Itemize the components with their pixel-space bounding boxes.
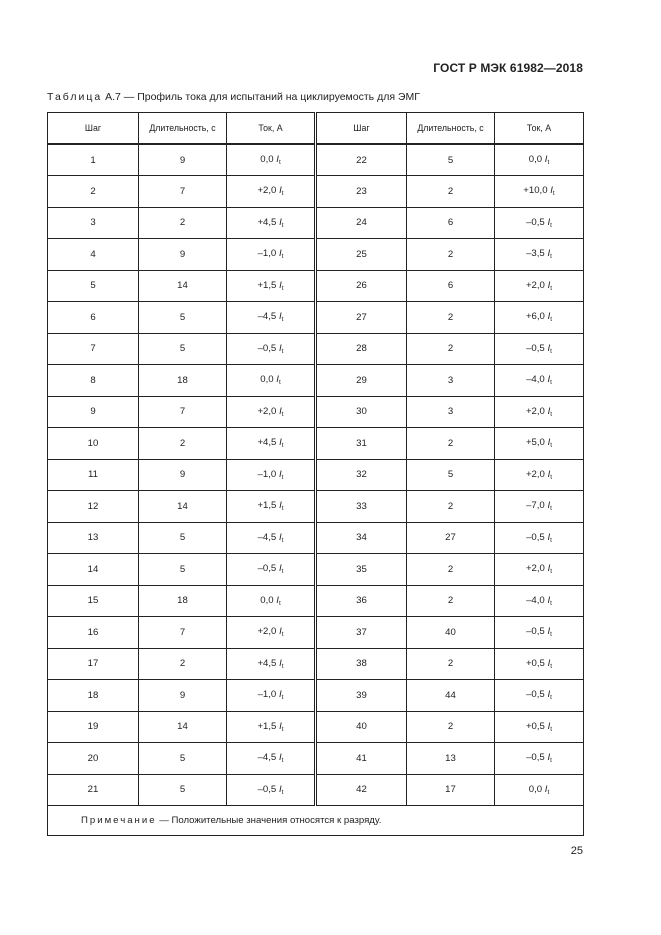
duration-cell-right: 2 bbox=[407, 176, 495, 208]
current-value: –3,5 bbox=[526, 248, 545, 260]
current-subscript: t bbox=[550, 442, 553, 450]
current-value: –4,5 bbox=[257, 531, 277, 543]
step-cell-right: 38 bbox=[316, 648, 407, 680]
table-row bbox=[48, 648, 584, 680]
current-value: –0,5 bbox=[526, 689, 545, 701]
step-cell: 10 bbox=[48, 428, 139, 460]
duration-cell-right: 2 bbox=[407, 333, 495, 365]
current-value: +2,0 bbox=[525, 405, 545, 417]
current-cell bbox=[227, 333, 316, 365]
current-cell bbox=[227, 144, 316, 176]
current-value: +1,5 bbox=[257, 279, 277, 291]
current-cell-right bbox=[495, 396, 584, 428]
step-cell: 17 bbox=[48, 648, 139, 680]
current-symbol: I bbox=[278, 311, 282, 323]
duration-cell-right: 13 bbox=[407, 743, 495, 775]
duration-cell-right: 5 bbox=[407, 144, 495, 176]
current-cell-right bbox=[495, 239, 584, 271]
current-cell-right bbox=[495, 554, 584, 586]
current-subscript: t bbox=[281, 473, 284, 481]
current-cell-right bbox=[495, 207, 584, 239]
current-cell bbox=[227, 396, 316, 428]
duration-cell-right: 40 bbox=[407, 617, 495, 649]
current-subscript: t bbox=[281, 347, 284, 355]
duration-cell-right: 2 bbox=[407, 711, 495, 743]
current-value: 0,0 bbox=[528, 154, 543, 165]
duration-cell: 18 bbox=[139, 585, 227, 617]
current-symbol: I bbox=[547, 500, 551, 512]
column-header-step: Шаг bbox=[48, 113, 139, 145]
duration-cell: 2 bbox=[139, 428, 227, 460]
current-value: –1,0 bbox=[257, 248, 277, 260]
current-value: –4,0 bbox=[526, 374, 545, 386]
current-subscript: t bbox=[550, 316, 553, 324]
current-value: +0,5 bbox=[525, 657, 545, 669]
table-note bbox=[48, 806, 584, 836]
step-cell-right: 24 bbox=[316, 207, 407, 239]
current-cell-right bbox=[495, 774, 584, 806]
note-text: — Положительные значения относятся к разряду. bbox=[156, 815, 382, 826]
table-row bbox=[48, 554, 584, 586]
current-subscript: t bbox=[281, 568, 284, 576]
page-number: 25 bbox=[570, 845, 583, 857]
step-cell: 4 bbox=[48, 239, 139, 271]
current-value: –4,0 bbox=[526, 594, 545, 606]
current-subscript: t bbox=[550, 568, 553, 576]
step-cell-right: 41 bbox=[316, 743, 407, 775]
current-cell-right bbox=[495, 302, 584, 334]
current-symbol: I bbox=[279, 657, 282, 669]
current-value: 0,0 bbox=[260, 374, 274, 386]
step-cell: 8 bbox=[48, 365, 139, 397]
column-header-current: Ток, А bbox=[227, 113, 316, 145]
step-cell: 9 bbox=[48, 396, 139, 428]
step-cell-right: 27 bbox=[316, 302, 407, 334]
table-row bbox=[48, 365, 584, 397]
current-value: +4,5 bbox=[257, 657, 277, 669]
current-symbol: I bbox=[547, 216, 551, 228]
current-value: +1,5 bbox=[257, 500, 277, 512]
step-cell: 15 bbox=[48, 585, 139, 617]
current-subscript: t bbox=[550, 631, 552, 639]
current-cell bbox=[227, 491, 316, 523]
table-row bbox=[48, 144, 584, 176]
current-value: –4,5 bbox=[257, 311, 277, 323]
table-row bbox=[48, 459, 584, 491]
current-subscript: t bbox=[281, 662, 284, 670]
current-value: –4,5 bbox=[257, 752, 277, 764]
table-row bbox=[48, 333, 584, 365]
current-subscript: t bbox=[550, 473, 553, 481]
current-cell bbox=[227, 270, 316, 302]
current-subscript: t bbox=[550, 410, 553, 418]
step-cell: 16 bbox=[48, 617, 139, 649]
current-cell bbox=[227, 176, 316, 208]
duration-cell-right: 17 bbox=[407, 774, 495, 806]
table-row bbox=[48, 617, 584, 649]
duration-cell-right: 27 bbox=[407, 522, 495, 554]
step-cell-right: 26 bbox=[316, 270, 407, 302]
current-value: –7,0 bbox=[526, 500, 545, 512]
current-cell-right bbox=[495, 680, 584, 712]
current-subscript: t bbox=[281, 631, 284, 639]
current-value: +10,0 bbox=[523, 185, 548, 197]
table-row bbox=[48, 396, 584, 428]
duration-cell: 2 bbox=[139, 648, 227, 680]
table-row bbox=[48, 428, 584, 460]
step-cell: 11 bbox=[48, 459, 139, 491]
current-symbol: I bbox=[279, 500, 282, 512]
table-row bbox=[48, 774, 584, 806]
step-cell: 14 bbox=[48, 554, 139, 586]
current-symbol: I bbox=[278, 531, 282, 543]
current-value: +6,0 bbox=[525, 311, 545, 323]
duration-cell: 7 bbox=[139, 396, 227, 428]
current-cell-right bbox=[495, 491, 584, 523]
current-cell-right bbox=[495, 743, 584, 775]
step-cell-right: 28 bbox=[316, 333, 407, 365]
current-cell-right bbox=[495, 365, 584, 397]
current-value: +1,5 bbox=[257, 720, 277, 732]
current-value: –0,5 bbox=[257, 783, 277, 795]
current-symbol: I bbox=[278, 689, 282, 701]
current-subscript: t bbox=[281, 410, 284, 418]
current-symbol: I bbox=[278, 783, 282, 795]
current-symbol: I bbox=[279, 279, 282, 291]
current-symbol: I bbox=[276, 154, 279, 165]
step-cell-right: 31 bbox=[316, 428, 407, 460]
step-cell: 13 bbox=[48, 522, 139, 554]
current-cell bbox=[227, 680, 316, 712]
current-subscript: t bbox=[547, 788, 550, 796]
duration-cell: 7 bbox=[139, 176, 227, 208]
current-subscript: t bbox=[550, 253, 552, 261]
current-symbol: I bbox=[279, 216, 282, 228]
step-cell-right: 35 bbox=[316, 554, 407, 586]
current-symbol: I bbox=[547, 563, 551, 575]
step-cell-right: 40 bbox=[316, 711, 407, 743]
current-symbol: I bbox=[547, 657, 551, 669]
current-cell bbox=[227, 743, 316, 775]
current-subscript: t bbox=[550, 505, 552, 513]
duration-cell-right: 3 bbox=[407, 365, 495, 397]
column-header-step-right: Шаг bbox=[316, 113, 407, 145]
step-cell-right: 22 bbox=[316, 144, 407, 176]
current-cell-right bbox=[495, 522, 584, 554]
current-symbol: I bbox=[547, 437, 551, 449]
column-header-duration: Длительность, с bbox=[139, 113, 227, 145]
current-value: 0,0 bbox=[260, 154, 274, 165]
current-symbol: I bbox=[547, 374, 551, 386]
step-cell-right: 39 bbox=[316, 680, 407, 712]
duration-cell-right: 2 bbox=[407, 302, 495, 334]
current-symbol: I bbox=[547, 626, 551, 638]
current-subscript: t bbox=[550, 536, 552, 544]
table-row bbox=[48, 207, 584, 239]
current-cell bbox=[227, 648, 316, 680]
current-cell bbox=[227, 207, 316, 239]
current-cell bbox=[227, 585, 316, 617]
step-cell: 2 bbox=[48, 176, 139, 208]
current-cell bbox=[227, 617, 316, 649]
duration-cell-right: 3 bbox=[407, 396, 495, 428]
duration-cell: 18 bbox=[139, 365, 227, 397]
current-symbol: I bbox=[279, 437, 282, 449]
duration-cell: 5 bbox=[139, 774, 227, 806]
current-cell bbox=[227, 365, 316, 397]
table-caption-label: Таблица bbox=[47, 91, 103, 103]
current-value: –0,5 bbox=[526, 342, 545, 354]
current-value: +4,5 bbox=[257, 216, 277, 228]
current-symbol: I bbox=[547, 531, 551, 543]
current-symbol: I bbox=[547, 689, 551, 701]
duration-cell: 5 bbox=[139, 554, 227, 586]
current-value: 0,0 bbox=[528, 783, 543, 795]
current-subscript: t bbox=[552, 190, 555, 198]
step-cell-right: 25 bbox=[316, 239, 407, 271]
current-symbol: I bbox=[550, 185, 553, 197]
current-cell-right bbox=[495, 333, 584, 365]
current-value: +2,0 bbox=[525, 279, 545, 291]
current-subscript: t bbox=[550, 347, 552, 355]
current-value: +4,5 bbox=[257, 437, 277, 449]
current-value: +2,0 bbox=[257, 185, 277, 197]
current-symbol: I bbox=[547, 468, 551, 480]
step-cell: 21 bbox=[48, 774, 139, 806]
current-symbol: I bbox=[278, 563, 282, 575]
current-value: +2,0 bbox=[525, 468, 545, 480]
duration-cell: 5 bbox=[139, 522, 227, 554]
duration-cell: 9 bbox=[139, 459, 227, 491]
duration-cell-right: 44 bbox=[407, 680, 495, 712]
duration-cell-right: 2 bbox=[407, 239, 495, 271]
current-subscript: t bbox=[550, 757, 552, 765]
current-cell bbox=[227, 711, 316, 743]
current-value: –1,0 bbox=[257, 468, 277, 480]
current-subscript: t bbox=[281, 190, 284, 198]
step-cell: 7 bbox=[48, 333, 139, 365]
current-symbol: I bbox=[547, 311, 551, 323]
duration-cell-right: 2 bbox=[407, 585, 495, 617]
table-header-row bbox=[48, 113, 584, 145]
duration-cell: 14 bbox=[139, 270, 227, 302]
current-value: –0,5 bbox=[257, 563, 277, 575]
current-symbol: I bbox=[276, 594, 279, 606]
current-value: –1,0 bbox=[257, 689, 277, 701]
current-symbol: I bbox=[278, 342, 282, 354]
current-profile-table bbox=[47, 112, 584, 836]
current-subscript: t bbox=[550, 725, 553, 733]
current-cell-right bbox=[495, 270, 584, 302]
current-cell-right bbox=[495, 648, 584, 680]
current-value: –0,5 bbox=[526, 626, 545, 638]
duration-cell: 14 bbox=[139, 491, 227, 523]
current-subscript: t bbox=[547, 159, 550, 166]
current-symbol: I bbox=[279, 185, 282, 197]
current-subscript: t bbox=[278, 159, 281, 166]
current-subscript: t bbox=[278, 599, 281, 607]
current-symbol: I bbox=[278, 248, 282, 260]
current-symbol: I bbox=[547, 248, 551, 260]
current-subscript: t bbox=[550, 599, 552, 607]
current-cell-right bbox=[495, 711, 584, 743]
table-row bbox=[48, 491, 584, 523]
current-subscript: t bbox=[281, 284, 284, 292]
current-cell-right bbox=[495, 585, 584, 617]
current-symbol: I bbox=[547, 342, 551, 354]
step-cell-right: 23 bbox=[316, 176, 407, 208]
step-cell: 5 bbox=[48, 270, 139, 302]
current-value: –0,5 bbox=[257, 342, 277, 354]
table-note-row bbox=[48, 806, 584, 836]
step-cell-right: 33 bbox=[316, 491, 407, 523]
current-subscript: t bbox=[281, 757, 284, 765]
current-value: +0,5 bbox=[525, 720, 545, 732]
table-row bbox=[48, 302, 584, 334]
current-symbol: I bbox=[279, 405, 282, 417]
step-cell: 6 bbox=[48, 302, 139, 334]
current-symbol: I bbox=[547, 279, 551, 291]
step-cell-right: 37 bbox=[316, 617, 407, 649]
step-cell: 12 bbox=[48, 491, 139, 523]
current-subscript: t bbox=[281, 694, 284, 702]
table-row bbox=[48, 522, 584, 554]
current-symbol: I bbox=[278, 752, 282, 764]
step-cell: 20 bbox=[48, 743, 139, 775]
current-cell bbox=[227, 459, 316, 491]
current-subscript: t bbox=[281, 505, 284, 513]
current-subscript: t bbox=[281, 536, 284, 544]
current-cell-right bbox=[495, 459, 584, 491]
table-caption bbox=[47, 91, 420, 103]
current-value: +5,0 bbox=[525, 437, 545, 449]
duration-cell-right: 2 bbox=[407, 648, 495, 680]
document-code: ГОСТ Р МЭК 61982—2018 bbox=[433, 61, 583, 75]
table-row bbox=[48, 176, 584, 208]
current-subscript: t bbox=[281, 725, 284, 733]
table-body bbox=[48, 144, 584, 806]
current-value: –0,5 bbox=[526, 216, 545, 228]
column-header-current-right: Ток, А bbox=[495, 113, 584, 145]
step-cell: 18 bbox=[48, 680, 139, 712]
duration-cell: 5 bbox=[139, 743, 227, 775]
step-cell-right: 32 bbox=[316, 459, 407, 491]
current-symbol: I bbox=[547, 720, 551, 732]
step-cell: 3 bbox=[48, 207, 139, 239]
table-caption-title: А.7 — Профиль тока для испытаний на циклируемость для ЭМГ bbox=[105, 91, 420, 103]
current-value: –0,5 bbox=[526, 752, 545, 764]
current-subscript: t bbox=[278, 379, 281, 387]
current-symbol: I bbox=[276, 374, 279, 386]
current-subscript: t bbox=[281, 788, 284, 796]
current-cell-right bbox=[495, 428, 584, 460]
current-cell bbox=[227, 302, 316, 334]
current-subscript: t bbox=[550, 379, 552, 387]
table-row bbox=[48, 711, 584, 743]
table-row bbox=[48, 743, 584, 775]
table-row bbox=[48, 585, 584, 617]
step-cell-right: 30 bbox=[316, 396, 407, 428]
table-row bbox=[48, 270, 584, 302]
duration-cell: 9 bbox=[139, 144, 227, 176]
current-subscript: t bbox=[281, 316, 284, 324]
current-symbol: I bbox=[544, 154, 548, 165]
duration-cell: 9 bbox=[139, 680, 227, 712]
current-cell bbox=[227, 239, 316, 271]
current-cell bbox=[227, 554, 316, 586]
current-cell-right bbox=[495, 617, 584, 649]
current-value: +2,0 bbox=[257, 626, 277, 638]
duration-cell: 7 bbox=[139, 617, 227, 649]
current-symbol: I bbox=[547, 405, 551, 417]
table-row bbox=[48, 680, 584, 712]
duration-cell-right: 5 bbox=[407, 459, 495, 491]
current-subscript: t bbox=[550, 284, 553, 292]
step-cell-right: 34 bbox=[316, 522, 407, 554]
duration-cell: 2 bbox=[139, 207, 227, 239]
current-subscript: t bbox=[281, 253, 284, 261]
current-subscript: t bbox=[550, 694, 552, 702]
current-cell-right bbox=[495, 176, 584, 208]
duration-cell: 5 bbox=[139, 333, 227, 365]
column-header-duration-right: Длительность, с bbox=[407, 113, 495, 145]
duration-cell-right: 6 bbox=[407, 207, 495, 239]
current-cell bbox=[227, 774, 316, 806]
current-symbol: I bbox=[547, 594, 551, 606]
step-cell-right: 36 bbox=[316, 585, 407, 617]
duration-cell-right: 2 bbox=[407, 428, 495, 460]
current-cell-right bbox=[495, 144, 584, 176]
step-cell: 1 bbox=[48, 144, 139, 176]
duration-cell-right: 6 bbox=[407, 270, 495, 302]
current-subscript: t bbox=[281, 221, 284, 229]
table-row bbox=[48, 239, 584, 271]
current-value: +2,0 bbox=[525, 563, 545, 575]
current-symbol: I bbox=[279, 626, 282, 638]
current-value: +2,0 bbox=[257, 405, 277, 417]
current-symbol: I bbox=[279, 720, 282, 732]
note-label: Примечание bbox=[81, 815, 157, 826]
current-value: 0,0 bbox=[260, 594, 274, 606]
duration-cell: 5 bbox=[139, 302, 227, 334]
current-subscript: t bbox=[550, 662, 553, 670]
current-symbol: I bbox=[547, 752, 551, 764]
duration-cell-right: 2 bbox=[407, 554, 495, 586]
current-symbol: I bbox=[278, 468, 282, 480]
duration-cell: 9 bbox=[139, 239, 227, 271]
current-subscript: t bbox=[550, 221, 552, 229]
step-cell: 19 bbox=[48, 711, 139, 743]
duration-cell: 14 bbox=[139, 711, 227, 743]
current-value: –0,5 bbox=[526, 531, 545, 543]
current-symbol: I bbox=[544, 783, 548, 795]
step-cell-right: 29 bbox=[316, 365, 407, 397]
current-cell bbox=[227, 522, 316, 554]
current-cell bbox=[227, 428, 316, 460]
current-subscript: t bbox=[281, 442, 284, 450]
step-cell-right: 42 bbox=[316, 774, 407, 806]
duration-cell-right: 2 bbox=[407, 491, 495, 523]
